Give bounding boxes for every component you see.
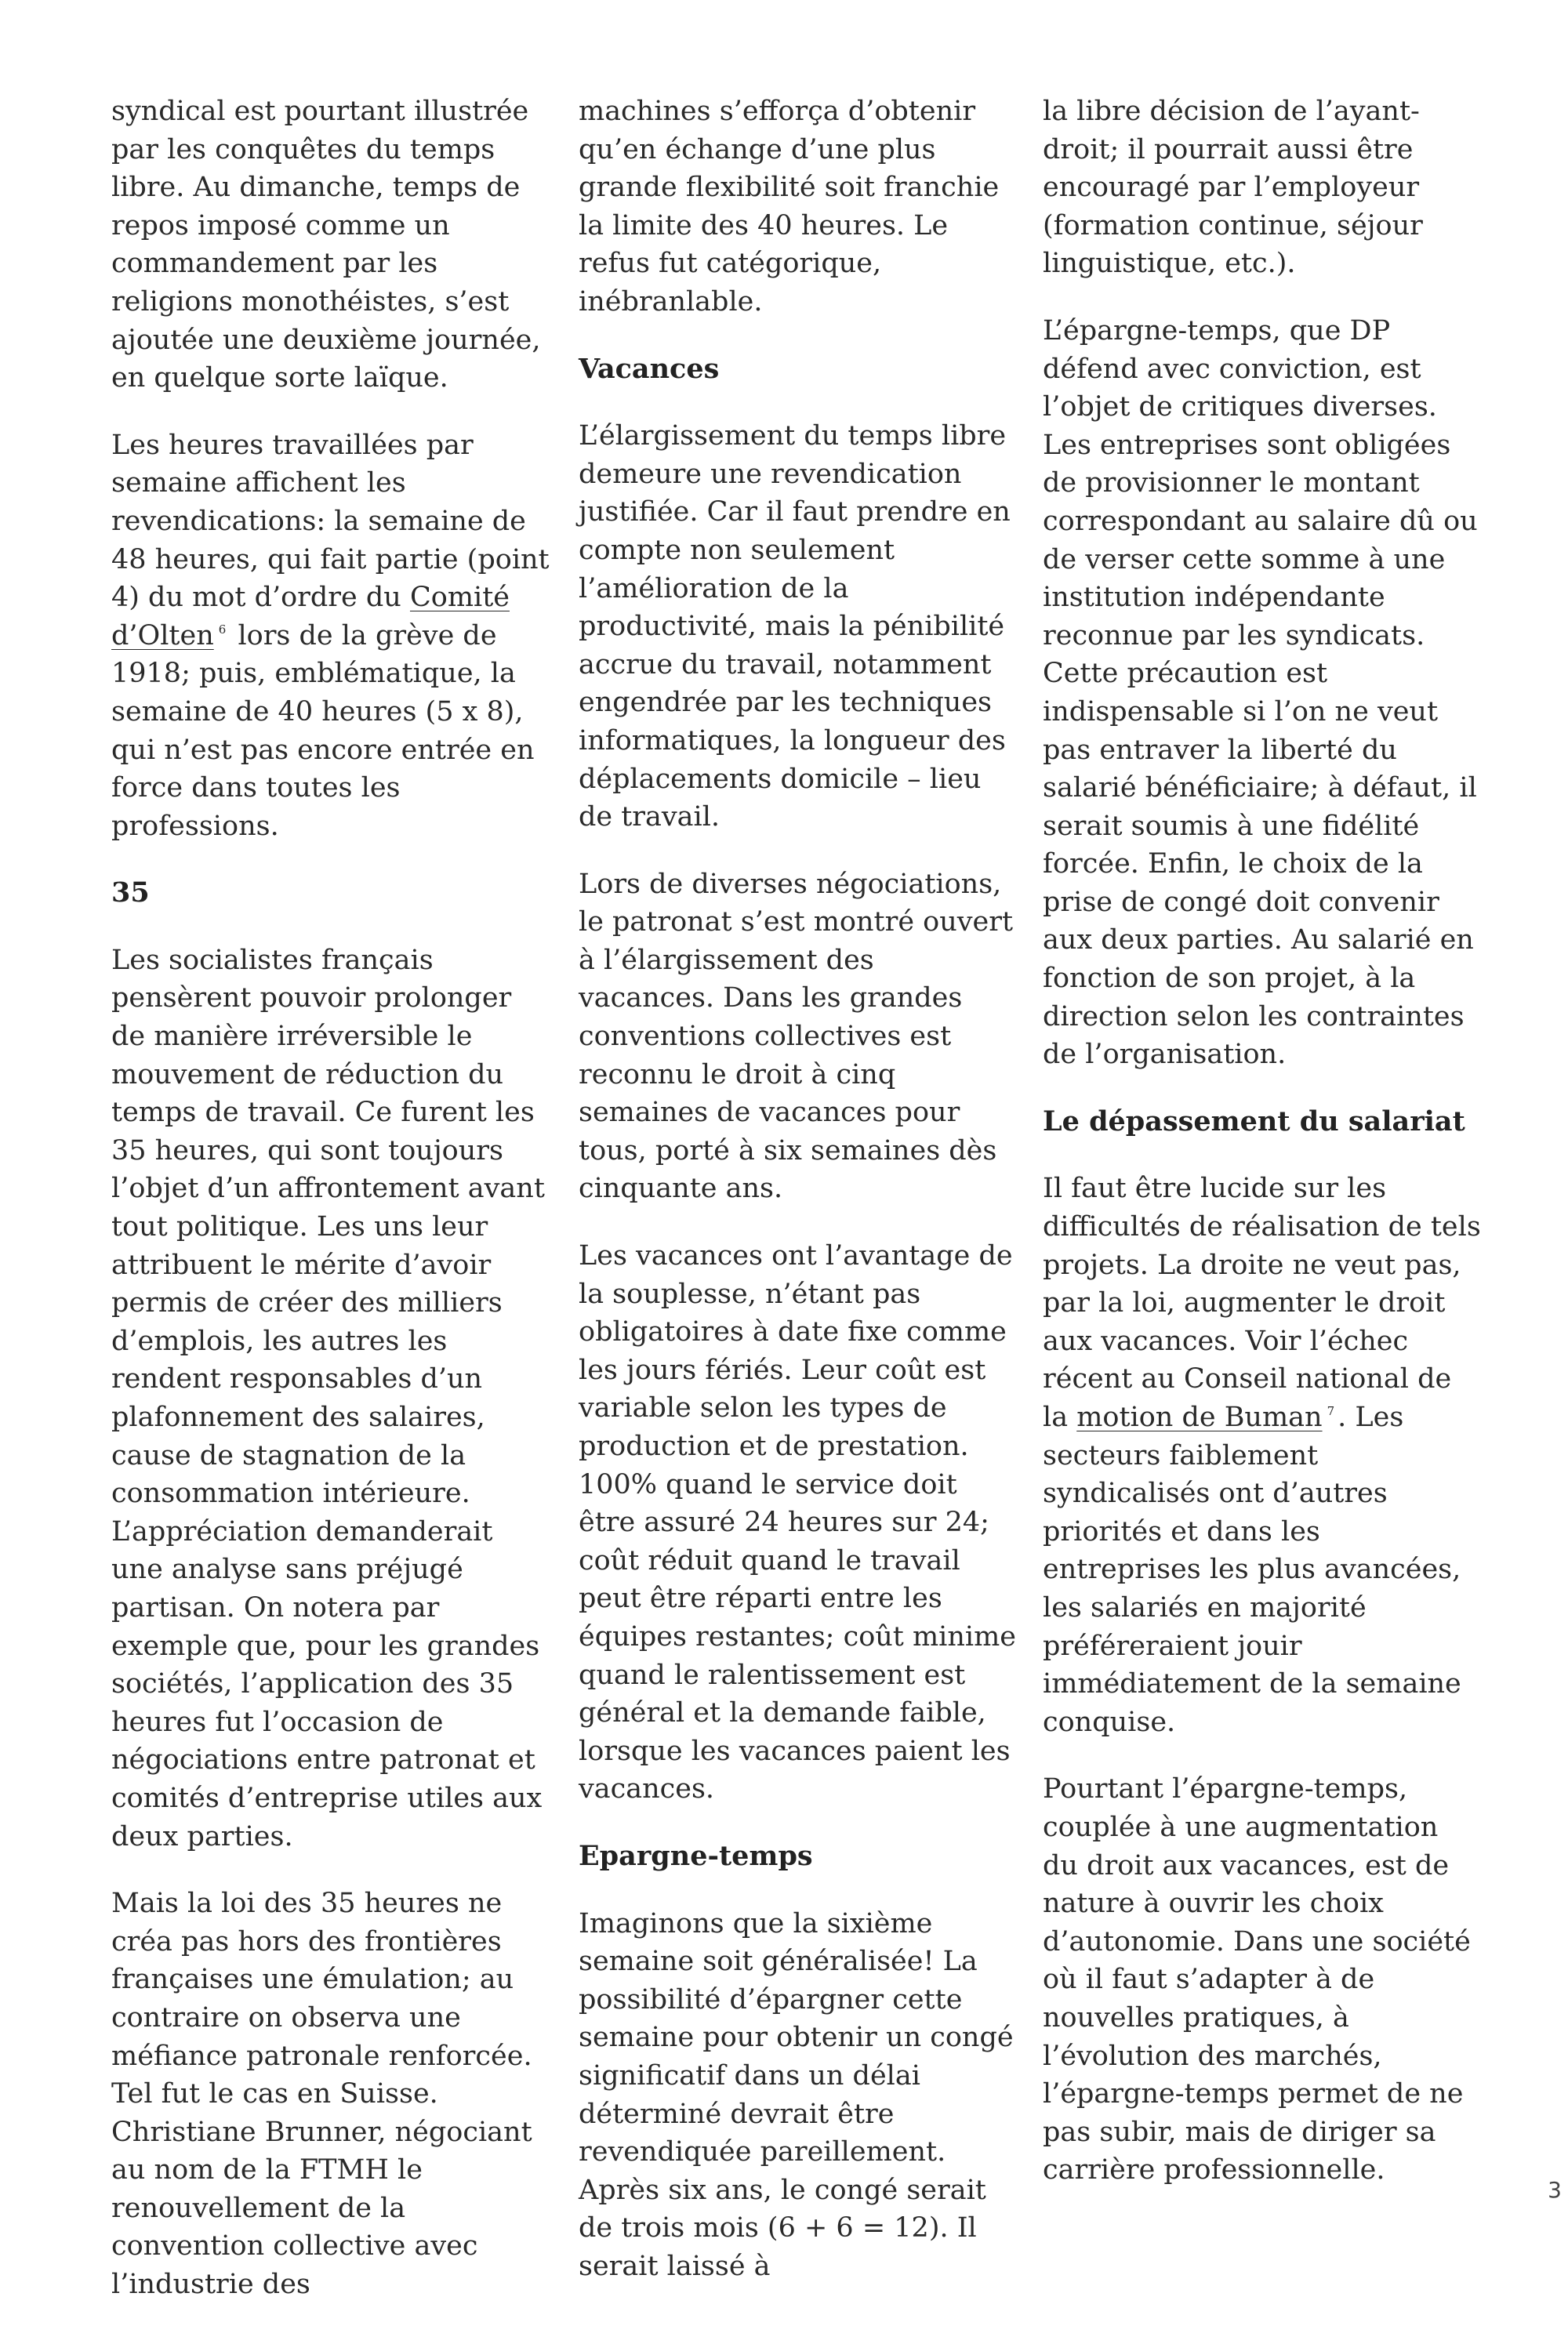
page-number: 3	[1548, 2177, 1562, 2203]
paragraph: Imaginons que la sixième semaine soit généralisée! La possibilité d’épargner cette semaine pour obtenir un congé significatif dans un délai déterminé devrait être revendiquée pareillement. Après six ans, le congé serait de trois mois (6 + 6 = 12). Il serait laissé à	[579, 1907, 1014, 2282]
column-2	[579, 93, 1018, 2314]
paragraph-text: lors de la grève de 1918; puis, emblématique, la semaine de 40 heures (5 x 8), qui n’est pas encore entrée en force dans toutes les professions.	[111, 619, 535, 842]
paragraph: Lors de diverses négociations, le patronat s’est montré ouvert à l’élargissement des vacances. Dans les grandes conventions collectives est reconnu le droit à cinq semaines de vacances pour tous, porté à six semaines dès cinquante ans.	[579, 868, 1014, 1205]
paragraph: syndical est pourtant illustrée par les conquêtes du temps libre. Au dimanche, temps de repos imposé comme un commandement par les religions monothéistes, s’est ajoutée une deuxième journée, en quelque sorte laïque.	[111, 96, 541, 394]
paragraph: Mais la loi des 35 heures ne créa pas hors des frontières françaises une émulation; au contraire on observa une méfiance patronale renforcée. Tel fut le cas en Suisse. Christiane Brunner, négociant au nom de la FTMH le renouvellement de la convention collective avec l’industrie des	[111, 1888, 532, 2301]
section-heading: Le dépassement du salariat	[1043, 1105, 1465, 1137]
paragraph: la libre décision de l’ayant-droit; il pourrait aussi être encouragé par l’employeur (formation continue, séjour linguistique, etc.).	[1043, 96, 1423, 280]
paragraph-text: Il faut être lucide sur les difficultés de réalisation de tels projets. La droite ne veut pas, par la loi, augmenter le droit aux vacances. Voir l’échec récent au Conseil national de la	[1043, 1173, 1481, 1433]
paragraph-text: . Les secteurs faiblement syndicalisés ont d’autres priorités et dans les entreprises les plus avancées, les salariés en majorité préféreraient jouir immédiatement de la semaine conquise.	[1043, 1402, 1461, 1738]
footnote-marker[interactable]: 7	[1327, 1404, 1335, 1418]
paragraph: Pourtant l’épargne-temps, couplée à une augmentation du droit aux vacances, est de nature à ouvrir les choix d’autonomie. Dans une société où il faut s’adapter à de nouvelles pratiques, à l’évolution des marchés, l’épargne-temps permet de ne pas subir, mais de diriger sa carrière professionnelle.	[1043, 1773, 1471, 2186]
paragraph: machines s’efforça d’obtenir qu’en échange d’une plus grande flexibilité soit franchie la limite des 40 heures. Le refus fut catégorique, inébranlable.	[579, 96, 1000, 317]
column-1	[111, 93, 550, 2333]
column-3	[1043, 93, 1482, 2219]
section-heading: Epargne-temps	[579, 1839, 813, 1872]
section-heading: 35	[111, 876, 150, 909]
paragraph: L’élargissement du temps libre demeure une revendication justifiée. Car il faut prendre en compte non seulement l’amélioration de la productivité, mais la pénibilité accrue du travail, notamment engendrée par les techniques informatiques, la longueur des déplacements domicile – lieu de travail.	[579, 420, 1011, 833]
footnote-marker[interactable]: 6	[218, 622, 227, 637]
paragraph	[111, 426, 550, 846]
paragraph-text: Les heures travaillées par semaine affichent les revendications: la semaine de 48 heures, qui fait partie (point 4) du mot d’ordre du	[111, 429, 550, 614]
paragraph	[1043, 1170, 1482, 1741]
paragraph: L’épargne-temps, que DP défend avec conviction, est l’objet de critiques diverses. Les entreprises sont obligées de provisionner le montant correspondant au salaire dû ou de verser cette somme à une institution indépendante reconnue par les syndicats. Cette précaution est indispensable si l’on ne veut pas entraver la liberté du salarié bénéficiaire; à défaut, il serait soumis à une fidélité forcée. Enfin, le choix de la prise de congé doit convenir aux deux parties. Au salarié en fonction de son projet, à la direction selon les contraintes de l’organisation.	[1043, 314, 1478, 1071]
section-heading: Vacances	[579, 352, 720, 385]
paragraph: Les vacances ont l’avantage de la souplesse, n’étant pas obligatoires à date fixe comme les jours fériés. Leur coût est variable selon les types de production et de prestation. 100% quand le service doit être assuré 24 heures sur 24; coût réduit quand le travail peut être réparti entre les équipes restantes; coût minime quand le ralentissement est général et la demande faible, lorsque les vacances paient les vacances.	[579, 1240, 1017, 1805]
paragraph: Les socialistes français pensèrent pouvoir prolonger de manière irréversible le mouvement de réduction du temps de travail. Ce furent les 35 heures, qui sont toujours l’objet d’un affrontement avant tout politique. Les uns leur attribuent le mérite d’avoir permis de créer des milliers d’emplois, les autres les rendent responsables d’un plafonnement des salaires, cause de stagnation de la consommation intérieure. L’appréciation demanderait une analyse sans préjugé partisan. On notera par exemple que, pour les grandes sociétés, l’application des 35 heures fut l’occasion de négociations entre patronat et comités d’entreprise utiles aux deux parties.	[111, 944, 545, 1852]
motion-de-buman-link[interactable]: motion de Buman	[1076, 1402, 1323, 1433]
comite-olten-link[interactable]: Comité d’Olten	[111, 582, 510, 651]
